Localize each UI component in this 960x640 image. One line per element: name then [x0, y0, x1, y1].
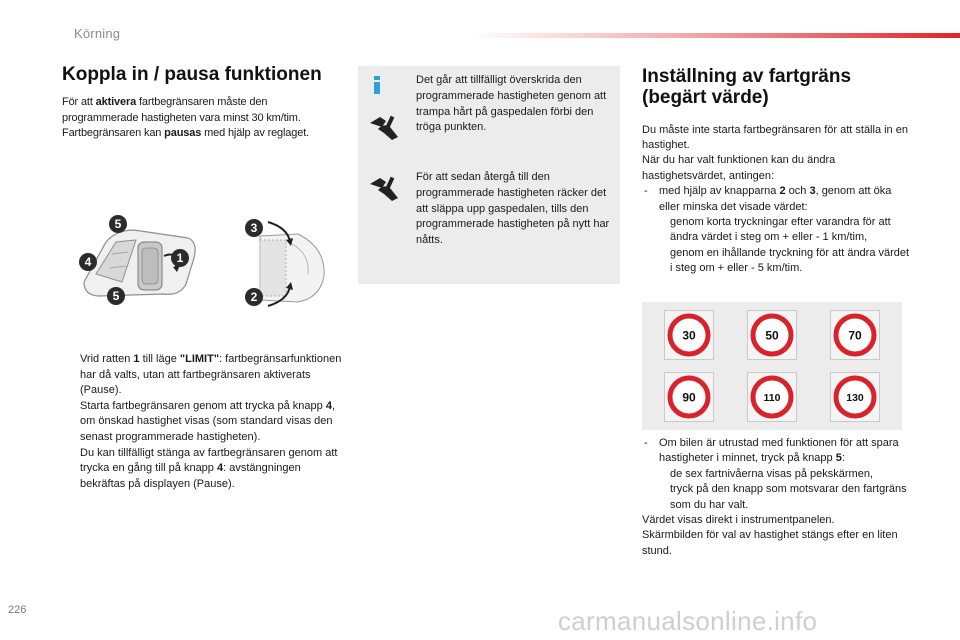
callout-label: 1: [176, 251, 184, 265]
bullet-text: : fartbegränsarfunktionen har då valts, utan att fartbegränsaren aktiverats (Pause).: [80, 353, 342, 397]
set-limit-body: [642, 123, 910, 277]
accelerator-foot-icon: [368, 174, 400, 202]
callout-label: 4: [84, 255, 92, 269]
watermark: carmanualsonline.info: [558, 606, 818, 636]
speed-limit-sign-icon: [748, 311, 796, 359]
speed-value: 110: [763, 392, 781, 404]
info-text-override: Det går att tillfälligt överskrida den programmerade hastigheten genom att trampa hårt på gaspedalen förbi den tröga punkten.: [416, 74, 607, 134]
item-emphasis: 3: [809, 185, 816, 198]
callout-label: 5: [114, 217, 122, 231]
item-text: genom en ihållande tryckning för att ändra värdet i steg om + eller - 5 km/tim.: [670, 246, 910, 275]
bullet-text: till läge: [139, 353, 180, 365]
running-head: Körning: [74, 26, 121, 41]
list-item: [642, 184, 910, 215]
bullet-emphasis: 4: [216, 462, 224, 475]
intro-text: fartbegränsaren måste den programmerade hastigheten vara minst 30 km/tim. Fartbegränsaren kan: [62, 96, 301, 140]
speed-sign-50[interactable]: [747, 310, 797, 360]
dash-marker: -: [644, 437, 648, 449]
speed-selection-screen: [642, 302, 902, 430]
item-text: genom korta tryckningar efter varandra för att ändra värdet i steg om + eller - 1 km/tim,: [670, 215, 891, 244]
header-gradient-bar: [470, 33, 960, 38]
bullet-emphasis: "LIMIT": [179, 353, 220, 365]
section-set-limit: [642, 66, 910, 277]
intro-paragraph: [62, 95, 344, 142]
bullet-text: : avstängningen bekräftas på displayen (Pause).: [80, 462, 301, 490]
intro-keyword-pause: pausas: [164, 127, 202, 140]
speed-value: 30: [682, 328, 696, 343]
title-line: (begärt värde): [642, 87, 769, 109]
list-item: [642, 436, 910, 467]
bullet-text: , om önskad hastighet visas (som standard visas den senast programmerade hastigheten).: [80, 399, 335, 443]
speed-limit-sign-icon: [665, 373, 713, 421]
section-title-engage-pause: Koppla in / pausa funktionen: [62, 64, 322, 85]
intro-text: med hjälp av reglaget.: [201, 127, 310, 140]
paragraph: Värdet visas direkt i instrumentpanelen.: [642, 514, 835, 527]
speed-limit-sign-icon: [748, 373, 796, 421]
bullet-emphasis: 1: [133, 353, 140, 365]
item-text: de sex fartnivåerna visas på pekskärmen,: [670, 467, 873, 480]
info-text-return: För att sedan återgå till den programmerade hastigheten räcker det att släppa upp gaspedalen, tills den programmerade hastigheten på nytt har nåtts.: [416, 171, 610, 247]
speed-sign-130[interactable]: [830, 372, 880, 422]
accelerator-foot-icon: [368, 113, 400, 141]
memory-speeds-text: [642, 436, 910, 559]
instruction-list: [62, 352, 344, 492]
item-emphasis: 5: [835, 452, 842, 465]
callout-label: 2: [250, 290, 258, 304]
page-number: 226: [8, 604, 27, 616]
item-text: , genom att öka eller minska det visade värdet:: [659, 185, 892, 213]
paragraph: Skärmbilden för val av hastighet stängs efter en liten stund.: [642, 529, 898, 557]
sub-list-item: [642, 246, 910, 277]
info-box: [358, 66, 620, 284]
info-icon: [372, 76, 382, 94]
sub-list-item: [642, 467, 910, 482]
item-text: och: [785, 185, 810, 198]
steering-stalk-illustration: [76, 212, 206, 308]
intro-keyword-activate: aktivera: [95, 96, 137, 109]
callout-label: 5: [112, 289, 120, 303]
speed-limit-sign-icon: [831, 373, 879, 421]
steering-stalk-icon: [76, 212, 206, 308]
title-line: Inställning av fartgräns: [642, 66, 852, 87]
item-text: :: [841, 452, 845, 465]
sub-list-item: [642, 215, 910, 246]
callout-label: 3: [250, 221, 258, 235]
item-text: tryck på den knapp som motsvarar den fartgräns som du har valt.: [670, 483, 907, 511]
speed-sign-30[interactable]: [664, 310, 714, 360]
speed-wheel-illustration: [244, 218, 330, 308]
speed-sign-110[interactable]: [747, 372, 797, 422]
speed-value: 70: [848, 328, 862, 343]
list-item: [62, 446, 344, 493]
list-item: [62, 399, 344, 446]
section-title-set-limit: [642, 66, 910, 109]
item-emphasis: 2: [779, 185, 786, 198]
list-item: [62, 352, 344, 399]
bullet-text: Starta fartbegränsaren genom att trycka på knapp: [80, 399, 326, 412]
speed-value: 90: [682, 390, 696, 405]
bullet-text: Vrid ratten: [80, 353, 134, 365]
bullet-emphasis: 4: [325, 399, 332, 412]
paragraph: Du måste inte starta fartbegränsaren för att ställa in en hastighet.: [642, 123, 908, 151]
speed-value: 130: [846, 392, 864, 404]
dash-marker: -: [644, 185, 648, 198]
section-engage-pause: [62, 64, 344, 142]
speed-value: 50: [765, 328, 779, 343]
speed-limit-sign-icon: [665, 311, 713, 359]
item-text: Om bilen är utrustad med funktionen för att spara hastigheter i minnet, tryck på knapp: [659, 437, 899, 465]
speed-limit-sign-icon: [831, 311, 879, 359]
intro-text: För att: [62, 96, 96, 109]
bullet-text: Du kan tillfälligt stänga av fartbegränsaren genom att trycka en gång till på knapp: [80, 446, 338, 475]
paragraph: När du har valt funktionen kan du ändra hastighetsvärdet, antingen:: [642, 154, 836, 182]
speed-sign-90[interactable]: [664, 372, 714, 422]
item-text: med hjälp av knapparna: [659, 185, 780, 198]
speed-wheel-icon: [244, 218, 330, 308]
sub-list-item: [642, 482, 910, 513]
speed-sign-70[interactable]: [830, 310, 880, 360]
